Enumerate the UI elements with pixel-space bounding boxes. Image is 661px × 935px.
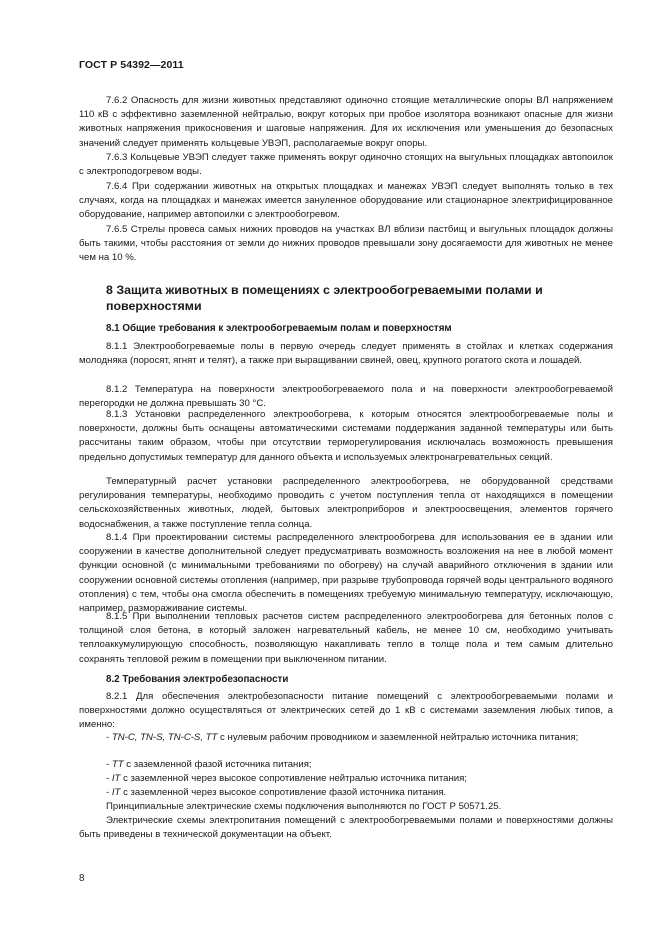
paragraph-8-1-5: 8.1.5 При выполнении тепловых расчетов систем распределенного электрообогрева для бетонных полов с толщиной слоя бетона, в который заложен нагревательный кабель, не менее 10 см, необходимо учитывать теплоаккумулирующую способность, позволяющую накапливать тепло в толще пола и тем самым длительно сохранять тепловой режим в помещении при выключенном питании. (79, 611, 613, 665)
list-item-text: с заземленной через высокое сопротивление фазой источника питания. (120, 787, 447, 798)
grounding-system-code: IT (111, 773, 121, 784)
grounding-system-code: TN-C, TN-S, TN-C-S, TT (111, 732, 218, 743)
list-item: - TN-C, TN-S, TN-C-S, TT с нулевым рабочим проводником и заземленной нейтралью источника питания; (106, 732, 579, 743)
grounding-system-code: TT (111, 759, 124, 770)
paragraph-7-6-5: 7.6.5 Стрелы провеса самых нижних проводов на участках ВЛ вблизи пастбищ и выгульных площадок должны быть такими, чтобы расстояния от земли до нижних проводов превышали зону досягаемости для животных не менее чем на 10 %. (79, 224, 613, 264)
paragraph-8-1-4: 8.1.4 При проектировании системы распределенного электрообогрева для использования ее в здании или сооружении в качестве дополнительной следует предусматривать возможность возложения на нее в любой момент функции основной (с минимальными требованиями по обогреву) на случай аварийного отключения в здании или сооружении основной системы отопления (например, при разрыве трубопровода горячей воды центрального водяного отопления) с тем, чтобы она смогла обеспечить в помещениях требуемую минимальную температуру, исключающую, например, размораживание системы. (79, 532, 613, 615)
subsection-8-2-heading: 8.2 Требования электробезопасности (106, 674, 289, 685)
list-item-text: с нулевым рабочим проводником и заземленной нейтралью источника питания; (217, 732, 579, 743)
standard-header: ГОСТ Р 54392—2011 (79, 59, 184, 71)
paragraph-7-6-3: 7.6.3 Кольцевые УВЭП следует также применять вокруг одиночно стоящих на выгульных площадках автопоилок с электроподогревом воды. (79, 152, 613, 178)
subsection-8-1-heading: 8.1 Общие требования к электрообогреваемым полам и поверхностям (106, 323, 452, 334)
paragraph-8-1-3: 8.1.3 Установки распределенного электрообогрева, к которым относятся электрообогреваемые полы и поверхности, должны быть оснащены автоматическими системами поддержания заданной температуры или быть рассчитаны таким образом, чтобы при отсутствии терморегулирования исключалась возможность превышения предельно допустимых температур для данного объекта и используемых электронагревательных секций. (79, 409, 613, 463)
paragraph-schemes: Принципиальные электрические схемы подключения выполняются по ГОСТ Р 50571.25. (106, 801, 502, 812)
paragraph-8-2-1: 8.2.1 Для обеспечения электробезопасности питание помещений с электрообогреваемыми полами и поверхностями должно осуществляться от электрических сетей до 1 кВ с системами заземления любых типов, а именно: (79, 691, 613, 731)
list-item-text: с заземленной через высокое сопротивление нейтралью источника питания; (120, 773, 467, 784)
paragraph-8-1-2: 8.1.2 Температура на поверхности электрообогреваемого пола и на поверхности электрообогреваемой перегородки не должна превышать 30 °С. (79, 384, 613, 410)
section-8-heading: 8 Защита животных в помещениях с электрообогреваемыми полами и поверхностями (106, 283, 543, 313)
list-item: - TT с заземленной фазой источника питания; (106, 759, 312, 770)
grounding-system-code: IT (111, 787, 121, 798)
list-item: - IT с заземленной через высокое сопротивление фазой источника питания. (106, 787, 447, 798)
page-number: 8 (79, 873, 85, 884)
list-item: - IT с заземленной через высокое сопротивление нейтралью источника питания; (106, 773, 467, 784)
paragraph-7-6-4: 7.6.4 При содержании животных на открытых площадках и манежах УВЭП следует выполнять только в тех случаях, когда на площадках и манежах имеется зануленное оборудование или стационарное электрифицированное оборудование, например автопоилки с электрообогревом. (79, 181, 613, 221)
list-item-text: с заземленной фазой источника питания; (123, 759, 312, 770)
paragraph-7-6-2: 7.6.2 Опасность для жизни животных представляют одиночно стоящие металлические опоры ВЛ напряжением 110 кВ с эффективно заземленной нейтралью, вокруг которых при пробое изолятора возникают опасные для жизни животных напряжения прикосновения и шаговые напряжения. Для их исключения или уменьшения до безопасных значений следует применять кольцевые УВЭП, располагаемые вокруг опоры. (79, 95, 613, 149)
paragraph-power-supply: Электрические схемы электропитания помещений с электрообогреваемыми полами и поверхностями должны быть приведены в технической документации на объект. (79, 815, 613, 841)
paragraph-thermal-calculation: Температурный расчет установки распределенного электрообогрева, не оборудованной средствами регулирования температуры, необходимо проводить с учетом поступления тепла от находящихся в помещении сельскохозяйственных животных, людей, бытовых электроприборов и электроосвещения, элементов горячего водоснабжения, а также поступление тепла солнца. (79, 476, 613, 530)
paragraph-8-1-1: 8.1.1 Электрообогреваемые полы в первую очередь следует применять в стойлах и клетках содержания молодняка (поросят, ягнят и телят), а также при выращивании свиней, овец, крупного рогатого скота и лошадей. (79, 341, 613, 367)
